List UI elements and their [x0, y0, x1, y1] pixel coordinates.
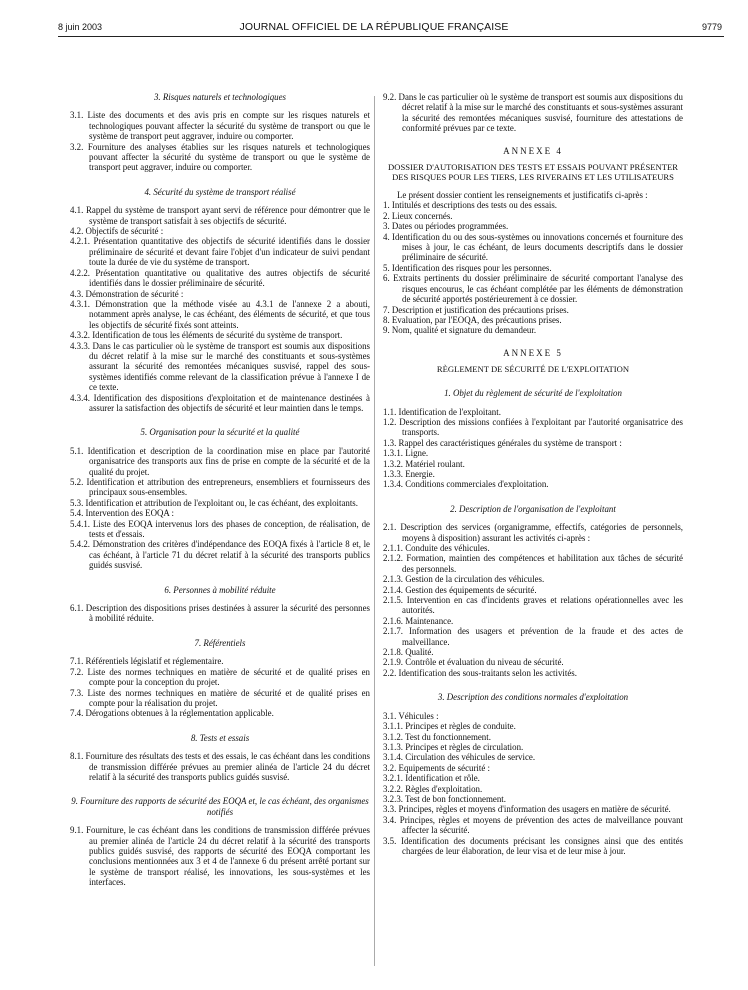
- column-divider: [374, 96, 375, 966]
- list-item: 2.1.4. Gestion des équipements de sécurité.: [383, 584, 537, 595]
- list-item: 1.3.2. Matériel roulant.: [383, 458, 465, 469]
- section-heading: 3. Description des conditions normales d'exploitation: [437, 692, 629, 703]
- section-heading: 1. Objet du règlement de sécurité de l'exploitation: [444, 388, 622, 399]
- list-item: 4.3.4. Identification des dispositions d'exploitation et de maintenance destinées à assurer la satisfaction des objectifs de sécurité et leur maintien dans le temps.: [70, 392, 370, 413]
- list-item: 3.5. Identification des documents précisant les consignes ainsi que des entités chargées de leur élaboration, de leur visa et de leur mise à jour.: [383, 835, 683, 856]
- left-column: [70, 92, 370, 888]
- list-item: 2.1.8. Qualité.: [383, 647, 434, 658]
- list-item: 3.1. Liste des documents et des avis pris en compte sur les risques naturels et technologiques pouvant affecter la sécurité du système de transport ou que le système de transport peut aggraver, induire ou comporter.: [70, 110, 370, 142]
- list-item: 3.2.1. Identification et rôle.: [383, 773, 480, 784]
- list-item: 2.1.6. Maintenance.: [383, 615, 454, 626]
- section-heading: 9. Fourniture des rapports de sécurité des EOQA et, le cas échéant, des organismes notifiés: [71, 796, 369, 817]
- list-item: 4.3.3. Dans le cas particulier où le système de transport est soumis aux dispositions du décret relatif à la mise sur le marché des constituants et sous-systèmes assurant la sécurité des remontées mécaniques susvisé, rappel des sous-systèmes identifiés comme relevant de la classification prévue à l'annexe I de ce texte.: [70, 340, 370, 393]
- annex-subtitle: DOSSIER D'AUTORISATION DES TESTS ET ESSAIS POUVANT PRÉSENTER DES RISQUES POUR LES TIERS, LES RIVERAINS ET LES UTILISATEURS: [388, 162, 678, 183]
- list-item: 8. Evaluation, par l'EOQA, des précautions prises.: [383, 314, 562, 325]
- list-item: 9. Nom, qualité et signature du demandeur.: [383, 325, 537, 336]
- header-date: 8 juin 2003: [58, 22, 103, 32]
- list-item: 2.1.1. Conduite des véhicules.: [383, 543, 490, 553]
- list-item: 2.1.7. Information des usagers et prévention de la fraude et des actes de malveillance.: [383, 626, 683, 647]
- list-item: 7.1. Référentiels législatif et réglementaire.: [70, 656, 224, 667]
- list-item: 5. Identification des risques pour les personnes.: [383, 262, 552, 273]
- header-page-number: 9779: [701, 22, 722, 32]
- list-item: 4. Identification du ou des sous-systèmes ou innovations concernés et fourniture des mises à jour, le cas échéant, de leurs documents descriptifs dans le dossier préliminaire de sécurité.: [383, 231, 683, 263]
- section-heading: 2. Description de l'organisation de l'exploitant: [450, 503, 616, 514]
- list-item: 2.2. Identification des sous-traitants selon les activités.: [383, 667, 577, 678]
- list-item: 3.1.2. Test du fonctionnement.: [383, 731, 491, 742]
- list-item: 2.1.9. Contrôle et évaluation du niveau de sécurité.: [383, 657, 564, 668]
- section-heading: 5. Organisation pour la sécurité et la qualité: [140, 427, 300, 438]
- list-item: 7.4. Dérogations obtenues à la réglementation applicable.: [70, 708, 274, 719]
- list-item: 7.3. Liste des normes techniques en matière de sécurité et de qualité prises en compte pour la réalisation du projet.: [70, 687, 370, 708]
- list-item: 6.1. Description des dispositions prises destinées à assurer la sécurité des personnes à mobilité réduite.: [70, 603, 370, 624]
- list-item: 3.3. Principes, règles et moyens d'information des usagers en matière de sécurité.: [383, 804, 671, 815]
- list-item: 4.3.1. Démonstration que la méthode visée au 4.3.1 de l'annexe 2 a abouti, notamment après analyse, le cas échéant, des éléments de sécurité, et que tous les objectifs de sécurité fixés sont atteints.: [70, 298, 370, 330]
- list-item: 5.3. Identification et attribution de l'exploitant ou, le cas échéant, des exploitants.: [70, 497, 358, 508]
- section-heading: 6. Personnes à mobilité réduite: [164, 584, 276, 595]
- list-item: 6. Extraits pertinents du dossier préliminaire de sécurité comportant l'analyse des risques encourus, le cas échéant complétée par les éléments de démonstration de sécurité apportés postérieurement à ce dossier.: [383, 273, 683, 305]
- list-item: 3.1. Véhicules :: [383, 710, 439, 721]
- right-column: [383, 92, 683, 856]
- list-item: 2.1. Description des services (organigramme, effectifs, catégories de personnels, moyens à disposition) assurant les activités ci-après :: [383, 522, 683, 543]
- list-item: 3.1.1. Principes et règles de conduite.: [383, 721, 516, 732]
- list-item: 7. Description et justification des précautions prises.: [383, 304, 569, 315]
- list-item: 3. Dates ou périodes programmées.: [383, 221, 509, 232]
- list-item: 4.2.1. Présentation quantitative des objectifs de sécurité identifiés dans le dossier préliminaire de sécurité et devant faire l'objet d'un indicateur de suivi pendant toute la durée de vie du système de transport.: [70, 236, 370, 268]
- list-item: 1.2. Description des missions confiées à l'exploitant par l'autorité organisatrice des transports.: [383, 416, 683, 438]
- header-title: JOURNAL OFFICIEL DE LA RÉPUBLIQUE FRANÇAISE: [239, 21, 509, 33]
- list-item: 3.2.2. Règles d'exploitation.: [383, 783, 483, 794]
- list-item: 5.4.1. Liste des EOQA intervenus lors des phases de conception, de réalisation, de tests et d'essais.: [70, 518, 370, 540]
- list-item: 3.2. Equipements de sécurité :: [383, 762, 490, 773]
- list-item: 3.2.3. Test de bon fonctionnement.: [383, 793, 506, 804]
- list-item: 4.2. Objectifs de sécurité :: [70, 226, 164, 237]
- list-item: 1.3.4. Conditions commerciales d'exploitation.: [383, 479, 549, 490]
- list-item: 2.1.5. Intervention en cas d'incidents graves et relations opérationnelles avec les autorités.: [383, 595, 683, 616]
- section-heading: 4. Sécurité du système de transport réalisé: [144, 186, 296, 197]
- list-item: 2.1.2. Formation, maintien des compétences et habilitation aux tâches de sécurité des personnels.: [383, 553, 683, 574]
- list-item: 2. Lieux concernés.: [383, 210, 453, 221]
- list-item: 3.1.4. Circulation des véhicules de service.: [383, 752, 536, 763]
- list-item: 9.2. Dans le cas particulier où le système de transport est soumis aux dispositions du décret relatif à la mise sur le marché des constituants et sous-systèmes assurant la sécurité des remontées mécaniques susvisé, fourniture des attestations de conformité prévues par ce texte.: [383, 92, 683, 134]
- list-item: 1.3. Rappel des caractéristiques générales du système de transport :: [383, 437, 622, 448]
- list-item: 4.3.2. Identification de tous les éléments de sécurité du système de transport.: [70, 330, 343, 341]
- list-item: 9.1. Fourniture, le cas échéant dans les conditions de transmission différée prévues au premier alinéa de l'article 24 du décret relatif à la sécurité des transports publics guidés susvisé, des rapports de sécurité des EOQA comportant les conclusions mentionnées aux 3 et 4 de l'annexe 6 du présent arrêté portant sur le système de transport réalisé, les innovations, les sous-systèmes et les interfaces.: [70, 825, 370, 888]
- list-item: 1.1. Identification de l'exploitant.: [383, 406, 501, 417]
- section-heading: 8. Tests et essais: [190, 732, 250, 743]
- list-item: 8.1. Fourniture des résultats des tests et des essais, le cas échéant dans les conditions de transmission différée prévues au premier alinéa de l'article 24 du décret relatif à la sécurité des transports publics guidés susvisé.: [70, 751, 370, 782]
- list-item: 5.4. Intervention des EOQA :: [70, 508, 175, 519]
- list-item: 1.3.1. Ligne.: [383, 448, 429, 459]
- header-rule: [58, 36, 724, 37]
- list-item: 3.4. Principes, règles et moyens de prévention des actes de malveillance pouvant affecter la sécurité.: [383, 814, 683, 836]
- section-heading: 7. Référentiels: [194, 637, 246, 648]
- annex-subtitle: RÈGLEMENT DE SÉCURITÉ DE L'EXPLOITATION: [436, 364, 630, 375]
- list-item: 5.4.2. Démonstration des critères d'indépendance des EOQA fixés à l'article 8 et, le cas échéant, à l'article 71 du décret relatif à la sécurité des transports publics guidés susvisé.: [70, 539, 370, 571]
- list-item: 3.1.3. Principes et règles de circulation.: [383, 741, 524, 752]
- list-item: 1.3.3. Energie.: [383, 468, 435, 479]
- annex-title: ANNEXE 4: [503, 145, 563, 156]
- list-item: 3.2. Fourniture des analyses établies sur les risques naturels et technologiques pouvant affecter la sécurité du système de transport ou que le système de transport peut aggraver, induire ou comporter.: [70, 141, 370, 173]
- annex-title: ANNEXE 5: [503, 347, 563, 358]
- section-heading: 3. Risques naturels et technologiques: [153, 92, 287, 102]
- list-item: 2.1.3. Gestion de la circulation des véhicules.: [383, 574, 545, 585]
- list-item: 4.2.2. Présentation quantitative ou qualitative des autres objectifs de sécurité identifiés dans le dossier préliminaire de sécurité.: [70, 267, 370, 289]
- intro-paragraph: Le présent dossier contient les renseignements et justificatifs ci-après :: [397, 190, 648, 201]
- list-item: 4.3. Démonstration de sécurité :: [70, 288, 184, 299]
- list-item: 5.2. Identification et attribution des entrepreneurs, ensembliers et fournisseurs des principaux sous-ensembles.: [70, 477, 370, 498]
- list-item: 1. Intitulés et descriptions des tests ou des essais.: [383, 200, 558, 211]
- list-item: 5.1. Identification et description de la coordination mise en place par l'autorité organisatrice des transports aux fins de prise en compte de la sécurité et de la qualité du projet.: [70, 445, 370, 477]
- list-item: 4.1. Rappel du système de transport ayant servi de référence pour démontrer que le système de transport satisfait à ses objectifs de sécurité.: [70, 205, 370, 226]
- list-item: 7.2. Liste des normes techniques en matière de sécurité et de qualité prises en compte pour la conception du projet.: [70, 666, 370, 688]
